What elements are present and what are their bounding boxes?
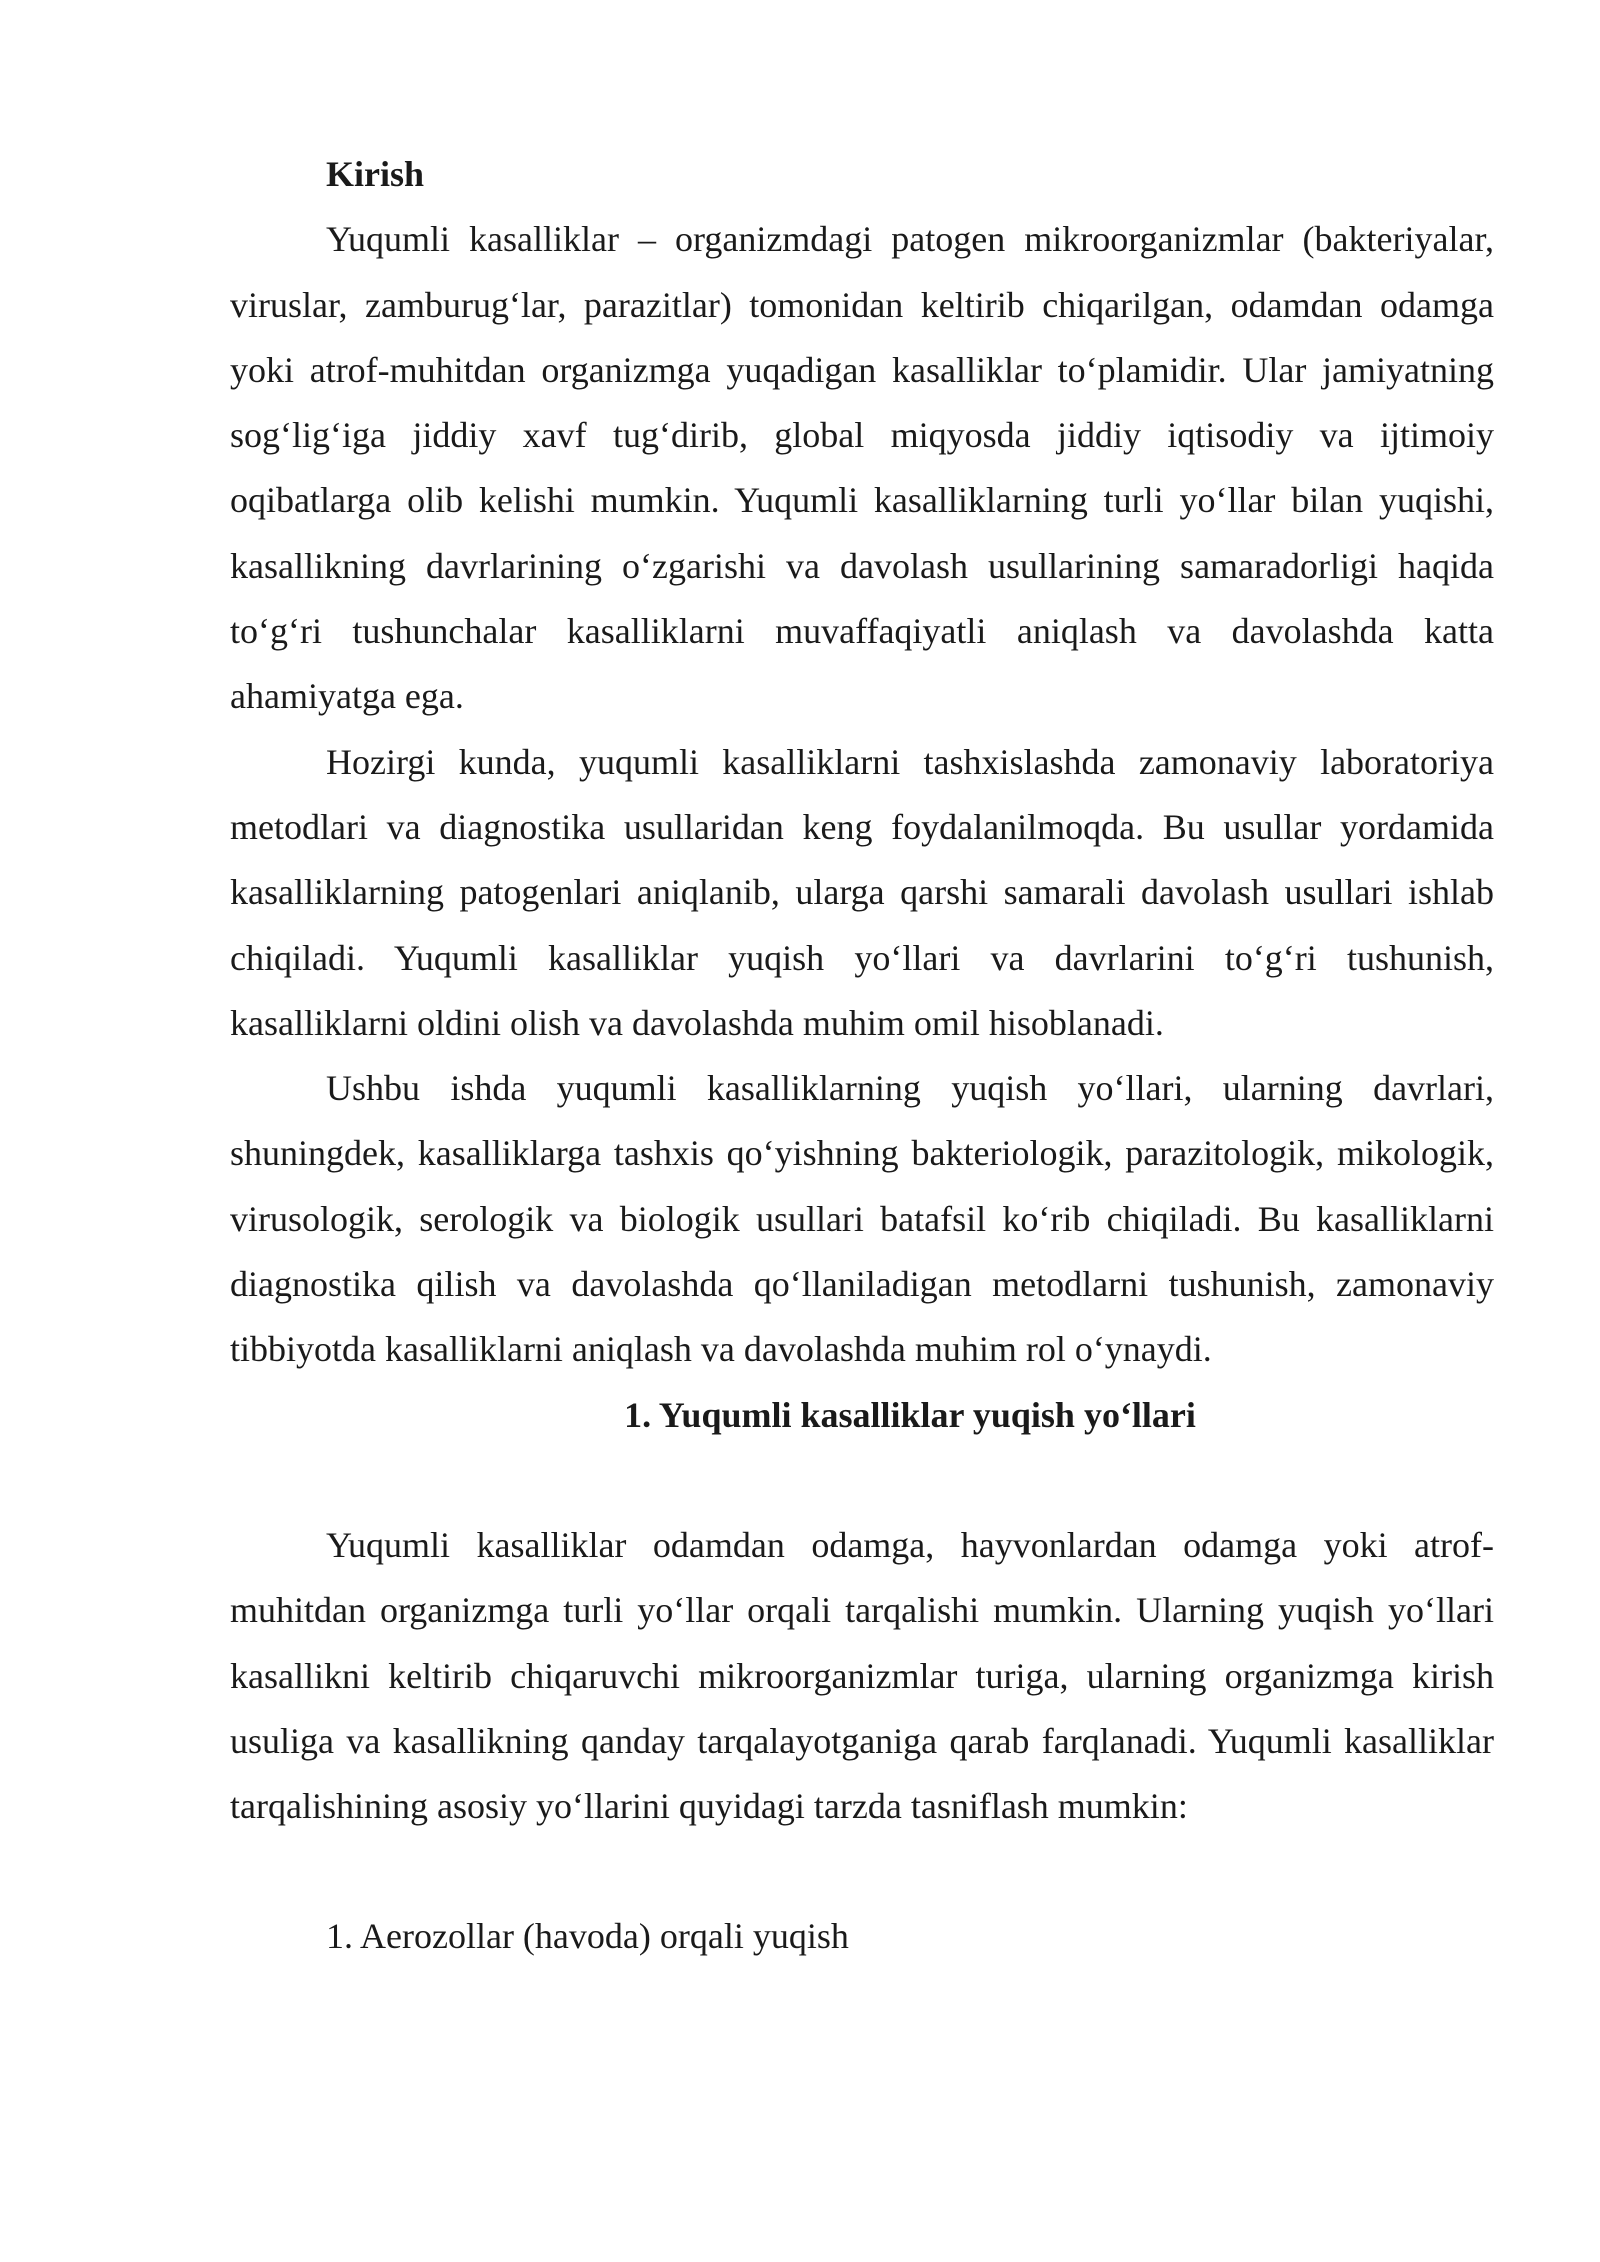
- spacer: [230, 1448, 1494, 1513]
- intro-paragraph-3: Ushbu ishda yuqumli kasalliklarning yuqish yo‘llari, ularning davrlari, shuningdek, kasalliklarga tashxis qo‘yishning bakteriologik, parazitologik, mikologik, virusologik, serologik va biologik usullari batafsil ko‘rib chiqiladi. Bu kasalliklarni diagnostika qilish va davolashda qo‘llaniladigan metodlarni tushunish, zamonaviy tibbiyotda kasalliklarni aniqlash va davolashda muhim rol o‘ynaydi.: [230, 1068, 1494, 1370]
- intro-heading: Kirish: [326, 154, 425, 194]
- intro-paragraph-1: Yuqumli kasalliklar – organizmdagi patogen mikroorganizmlar (bakteriyalar, viruslar, zamburug‘lar, parazitlar) tomonidan keltirib chiqarilgan, odamdan odamga yoki atrof-muhitdan organizmga yuqadigan kasalliklar to‘plamidir. Ular jamiyatning sog‘lig‘iga jiddiy xavf tug‘dirib, global miqyosda jiddiy iqtisodiy va ijtimoiy oqibatlarga olib kelishi mumkin. Yuqumli kasalliklarning turli yo‘llar bilan yuqishi, kasallikning davrlarining o‘zgarishi va davolash usullarining samaradorligi haqida to‘g‘ri tushunchalar kasalliklarni muvaffaqiyatli aniqlash va davolashda katta ahamiyatga ega.: [230, 219, 1494, 717]
- section-1-title: 1. Yuqumli kasalliklar yuqish yo‘llari: [624, 1394, 1196, 1435]
- section-1-paragraph: Yuqumli kasalliklar odamdan odamga, hayvonlardan odamga yoki atrof-muhitdan organizmga turli yo‘llar orqali tarqalishi mumkin. Ularning yuqish yo‘llari kasallikni keltirib chiqaruvchi mikroorganizmlar turiga, ularning organizmga kirish usuliga va kasallikning qanday tarqalayotganiga qarab farqlanadi. Yuqumli kasalliklar tarqalishining asosiy yo‘llarini quyidagi tarzda tasniflash mumkin:: [230, 1524, 1494, 1827]
- intro-paragraph-2: Hozirgi kunda, yuqumli kasalliklarni tashxislashda zamonaviy laboratoriya metodlari va diagnostika usullaridan keng foydalanilmoqda. Bu usullar yordamida kasalliklarning patogenlari aniqlanib, ularga qarshi samarali davolash usullari ishlab chiqiladi. Yuqumli kasalliklar yuqish yo‘llari va davrlarini to‘g‘ri tushunish, kasalliklarni oldini olish va davolashda muhim omil hisoblanadi.: [230, 741, 1494, 1043]
- spacer: [230, 1839, 1494, 1904]
- document-body: [230, 142, 1494, 1970]
- list-item-1: 1. Aerozollar (havoda) orqali yuqish: [326, 1916, 849, 1957]
